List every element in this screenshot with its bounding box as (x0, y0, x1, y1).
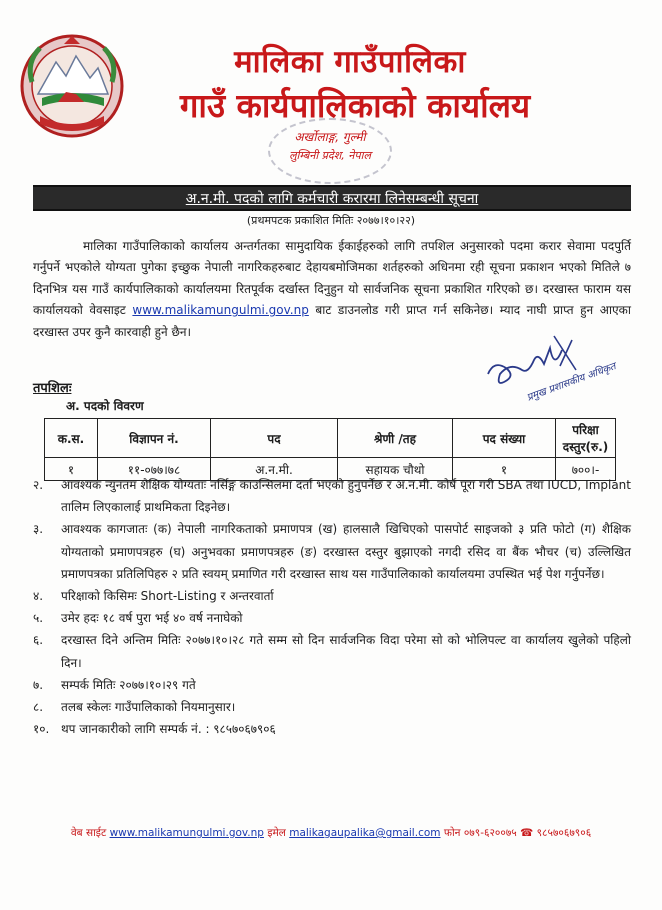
cell-serial: १ (45, 458, 98, 481)
item-text: थप जानकारीको लागि सम्पर्क नं. : ९८५७०६७९०६ (61, 722, 276, 737)
requirements-list (33, 474, 631, 740)
notice-title: अ.न.मी. पदको लागि कर्मचारी करारमा लिनेसम्बन्धी सूचना (185, 191, 479, 207)
col-serial: क.स. (45, 419, 98, 458)
col-advert-no: विज्ञापन नं. (98, 419, 211, 458)
col-post: पद (211, 419, 338, 458)
intro-paragraph (33, 236, 631, 343)
list-item (33, 718, 631, 740)
table-header-row (45, 419, 616, 458)
col-count: पद संख्या (453, 419, 556, 458)
item-number: २. (33, 478, 44, 492)
office-name: गाउँ कार्यपालिकाको कार्यालय (179, 86, 531, 125)
signature-stamp-text: प्रमुख प्रशासकीय अधिकृत (525, 361, 618, 404)
footer-phone: ०७९-६२००७५ (463, 827, 517, 839)
item-text: आवश्यक कागजातः (क) नेपाली नागरिकताको प्रमाणपत्र (ख) हालसालै खिचिएको पासपोर्ट साइजको ३ प्रति फोटो (ग) शैक्षिक योग्यताको प्रमाणपत्रहरु (घ) अनुभवका प्रमाणपत्रहरु (ङ) दरखास्त दस्तुर बुझाएको नगदी रसिद वा बैंक भौचर (च) उल्लिखित प्रमाणपत्रका प्रतिलिपिहरु २ प्रति स्वयम् प्रमाणित गरी दरखास्त साथ यस गाउँपालिकाको कार्यालयमा उपस्थित भई पेश गर्नुपर्नेछ। (61, 522, 631, 581)
item-number: ५. (33, 611, 44, 626)
col-level: श्रेणी /तह (338, 419, 453, 458)
intro-text-1: मालिका गाउँपालिकाको कार्यालय अन्तर्गतका सामुदायिक ईकाईहरुको लागि तपशिल अनुसारको पदमा करार सेवामा पदपुर्ति गर्नुपर्ने भएकोले योग्यता पुगेका इच्छुक नेपाली नागरिकहरुबाट देहायबमोजिमका शर्तहरुको अधिनमा रही सूचना प्रकाशन भएको मितिले ७ दिनभित्र यस गाउँ कार्यपालिकाको कार्यालयमा रितपूर्वक दर्खास्त दिनुहुन यो सार्वजनिक सूचना प्रकाशित गरिएको छ। दरखास्त फाराम यस कार्यालयको वेवसाइट (33, 239, 631, 318)
cell-advert-no: ११-०७७।७८ (98, 458, 211, 481)
item-number: ३. (33, 522, 44, 537)
cell-level: सहायक चौथो (338, 458, 453, 481)
intro-text-2: बाट डाउनलोड गरी प्राप्त गर्न सकिनेछ। म्याद नाघी प्राप्त हुन आएका दरखास्त उपर कुनै कारवाही हुने छैन। (33, 303, 631, 339)
item-number: ४. (33, 589, 44, 604)
list-item (33, 629, 631, 673)
item-text: आवश्यक न्युनतम शैक्षिक योग्यताः नर्सिङ्ग काउन्सिलमा दर्ता भएको हुनुपर्नेछ र अ.न.मी. कोर्ष पूरा गरी SBA तथा IUCD, Implant तालिम लिएकालाई प्राथमिकता दिइनेछ। (61, 478, 631, 515)
item-text: सम्पर्क मितिः २०७७।१०।२९ गते (61, 677, 196, 692)
footer-email-label: इमेल (267, 827, 286, 839)
col-fee: परिक्षा दस्तुर(रु.) (556, 419, 616, 458)
list-item (33, 474, 631, 518)
post-details-subheading: अ. पदको विवरण (66, 399, 144, 413)
footer-website-link[interactable]: www.malikamungulmi.gov.np (109, 827, 264, 839)
address-line-2: लुम्बिनी प्रदेश, नेपाल (289, 149, 371, 162)
item-number: १०. (33, 722, 50, 737)
municipality-name: मालिका गाउँपालिका (234, 44, 466, 80)
list-item (33, 696, 631, 718)
list-item (33, 674, 631, 696)
list-item (33, 607, 631, 629)
footer-email-link[interactable]: malikagaupalika@gmail.com (289, 827, 441, 839)
phone-icon: ☎ (520, 827, 534, 839)
item-text: परिक्षाको किसिमः Short-Listing र अन्तरवार्ता (61, 589, 274, 604)
nepal-emblem-icon (18, 32, 126, 140)
website-link[interactable]: www.malikamungulmi.gov.np (132, 303, 309, 318)
list-item (33, 518, 631, 585)
cell-count: १ (453, 458, 556, 481)
item-text: तलब स्केलः गाउँपालिकाको नियमानुसार। (61, 700, 236, 715)
published-date: (प्रथमपटक प्रकाशित मितिः २०७७।१०।२२) (246, 214, 416, 227)
item-number: ८. (33, 700, 44, 715)
post-details-table (44, 418, 616, 481)
notice-title-banner (33, 185, 631, 211)
cell-fee: ७००।- (556, 458, 616, 481)
footer-contact (0, 826, 662, 840)
footer-mobile: ९८५७०६७९०६ (536, 827, 592, 839)
address-line-1: अर्खोलाङ्ग, गुल्मी (294, 130, 366, 144)
item-number: ७. (33, 677, 44, 692)
item-text: उमेर हदः १८ वर्ष पुरा भई ४० वर्ष ननाघेको (61, 611, 243, 626)
footer-phone-label: फोन (443, 827, 461, 839)
list-item (33, 585, 631, 607)
details-heading: तपशिलः (33, 381, 72, 396)
cell-post: अ.न.मी. (211, 458, 338, 481)
item-number: ६. (33, 633, 44, 648)
item-text: दरखास्त दिने अन्तिम मितिः २०७७।१०।२८ गते सम्म सो दिन सार्वजनिक विदा परेमा सो को भोलिपल्ट वा कार्यालय खुलेको पहिलो दिन। (61, 633, 631, 670)
footer-site-label: वेब साईट (70, 827, 107, 839)
